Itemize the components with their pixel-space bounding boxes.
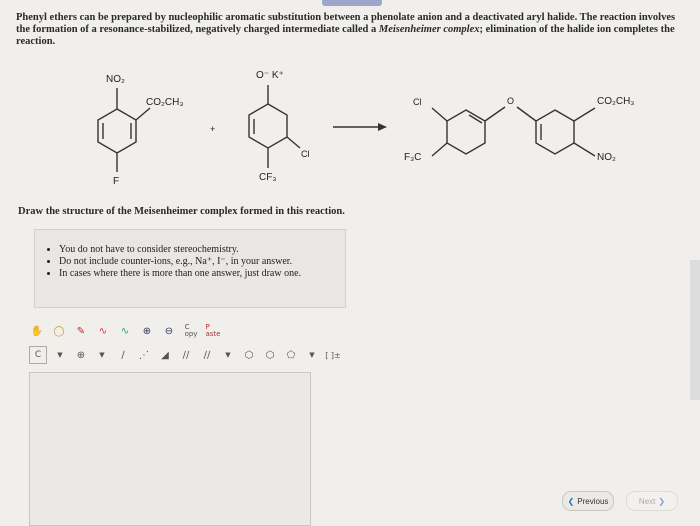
question-text: Draw the structure of the Meisenheimer complex formed in this reaction. — [18, 206, 345, 217]
plus-sign: + — [210, 124, 216, 134]
chevron-down-icon[interactable]: ▼ — [99, 351, 105, 359]
hint-item: • Do not include counter-ions, e.g., Na⁺, I⁻, in your answer. — [59, 256, 345, 268]
bracket-tool[interactable]: [ ]± — [325, 350, 341, 360]
triple-bond-icon[interactable]: ∕∕ — [203, 349, 211, 361]
reaction-scheme — [0, 60, 700, 200]
ring-template-icon[interactable]: ∿ — [98, 325, 108, 337]
chevron-down-icon[interactable]: ▼ — [309, 351, 315, 359]
next-label: Next — [638, 496, 656, 506]
hint-item: • In cases where there is more than one answer, just draw one. — [59, 268, 345, 280]
p-ester-label: CO₂CH₃ — [597, 96, 635, 107]
zoom-out-icon[interactable]: ⊖ — [164, 325, 174, 337]
chevron-right-icon: ❯ — [658, 496, 666, 506]
intro-text-b: ; elimination of the halide ion completes the reaction. — [16, 24, 675, 47]
eraser-icon[interactable]: ✎ — [76, 325, 86, 337]
hint-box — [34, 229, 346, 308]
r2-phenolate-label: O⁻ K⁺ — [256, 70, 284, 81]
single-bond-icon[interactable]: ∕ — [121, 349, 125, 361]
charge-icon[interactable]: ⊕ — [76, 349, 86, 361]
chevron-left-icon: ❮ — [567, 496, 575, 506]
p-cl-label: Cl — [413, 97, 422, 107]
p-no2-label: NO₂ — [597, 152, 616, 163]
bond-template-icon[interactable]: ∿ — [120, 325, 130, 337]
zoom-in-icon[interactable]: ⊕ — [142, 325, 152, 337]
r1-f-label: F — [113, 176, 120, 187]
editor-toolbar-bottom — [29, 346, 341, 364]
wedge-bond-icon[interactable]: ◢ — [161, 349, 169, 361]
p-o-label: O — [507, 96, 515, 106]
scrollbar[interactable] — [690, 260, 700, 400]
chevron-down-icon[interactable]: ▼ — [57, 351, 63, 359]
copy-button[interactable]: C opy — [184, 323, 198, 338]
benzene-ring-icon[interactable]: ⬡ — [244, 349, 254, 361]
cyclohexane-ring-icon[interactable]: ⬡ — [265, 349, 275, 361]
intro-text — [16, 12, 676, 48]
drawing-canvas[interactable] — [29, 372, 311, 526]
hand-icon[interactable]: ✋ — [30, 325, 44, 337]
lasso-icon[interactable]: ◯ — [53, 325, 65, 337]
intro-text-a: Phenyl ethers can be prepared by nucleophilic aromatic substitution between a phenolate anion and a deactivated aryl halide. The reaction involves the formation of a resonance-stabilized, negatively charged intermediate called a — [16, 12, 676, 35]
cyclopentane-ring-icon[interactable]: ⬠ — [286, 349, 296, 361]
r1-no2-label: NO₂ — [106, 74, 125, 85]
next-button[interactable] — [626, 491, 678, 511]
editor-toolbar-top — [29, 322, 221, 340]
chevron-down-icon[interactable]: ▼ — [225, 351, 231, 359]
element-select[interactable]: C — [29, 346, 47, 364]
reaction-arrow-head — [378, 123, 387, 131]
previous-label: Previous — [577, 496, 609, 506]
paste-button[interactable]: P aste — [205, 323, 221, 338]
r1-ester-label: CO₂CH₃ — [146, 97, 184, 108]
r2-cf3-label: CF₃ — [259, 172, 277, 183]
top-tab-indicator — [322, 0, 382, 6]
dashed-bond-icon[interactable]: ⋰ — [139, 349, 149, 361]
intro-term: Meisenheimer complex — [378, 24, 480, 35]
p-f3c-label: F₃C — [404, 152, 422, 163]
double-bond-icon[interactable]: ∕∕ — [182, 349, 190, 361]
hint-item: • You do not have to consider stereochemistry. — [59, 244, 345, 256]
drawing-editor — [27, 322, 341, 522]
r2-cl-label: Cl — [301, 149, 310, 159]
previous-button[interactable] — [562, 491, 614, 511]
